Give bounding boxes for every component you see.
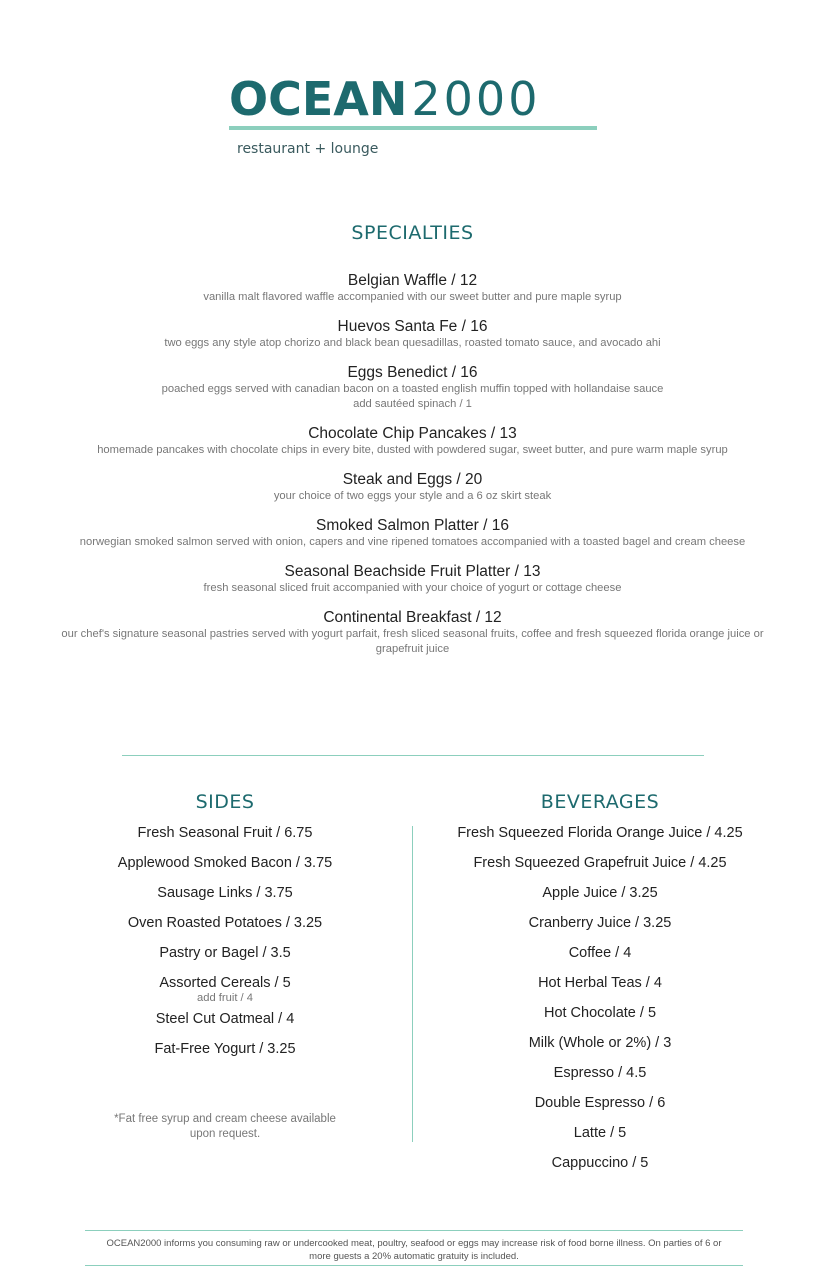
beverage-item: Hot Herbal Teas / 4 bbox=[538, 975, 662, 991]
beverage-item: Cappuccino / 5 bbox=[551, 1155, 649, 1171]
beverage-item: Coffee / 4 bbox=[568, 945, 632, 961]
side-item-label: Applewood Smoked Bacon / 3.75 bbox=[117, 855, 333, 871]
beverage-item: Hot Chocolate / 5 bbox=[543, 1005, 657, 1021]
specialties-heading: SPECIALTIES bbox=[351, 222, 474, 244]
menu-item-addon: add sautéed spinach / 1 bbox=[353, 398, 472, 410]
side-item bbox=[90, 943, 360, 963]
side-item-label: Fresh Seasonal Fruit / 6.75 bbox=[137, 825, 313, 841]
menu-item bbox=[60, 517, 765, 550]
side-item bbox=[90, 883, 360, 903]
menu-item-title: Huevos Santa Fe / 16 bbox=[337, 318, 488, 335]
menu-item bbox=[60, 425, 765, 458]
side-item bbox=[90, 853, 360, 873]
menu-item-description: fresh seasonal sliced fruit accompanied with your choice of yogurt or cottage cheese bbox=[203, 582, 622, 594]
side-item bbox=[90, 823, 360, 843]
section-divider bbox=[122, 755, 704, 756]
side-item-label: Assorted Cereals / 5 bbox=[159, 975, 291, 991]
menu-item bbox=[60, 364, 765, 412]
sides-footnote: *Fat free syrup and cream cheese available upon request. bbox=[114, 1113, 336, 1140]
beverages-heading: BEVERAGES bbox=[540, 791, 660, 813]
logo-wordmark-light: 2000 bbox=[411, 72, 541, 126]
beverage-item: Cranberry Juice / 3.25 bbox=[528, 915, 672, 931]
menu-item-title: Eggs Benedict / 16 bbox=[347, 364, 478, 381]
menu-item-description: vanilla malt flavored waffle accompanied with our sweet butter and pure maple syrup bbox=[203, 291, 622, 303]
beverage-item: Fresh Squeezed Grapefruit Juice / 4.25 bbox=[473, 855, 727, 871]
menu-item-description: homemade pancakes with chocolate chips in every bite, dusted with powdered sugar, sweet butter, and pure warm maple syrup bbox=[97, 444, 728, 456]
side-item-label: Pastry or Bagel / 3.5 bbox=[159, 945, 291, 961]
side-item-label: Sausage Links / 3.75 bbox=[157, 885, 293, 901]
sides-list bbox=[90, 823, 360, 1069]
logo-underline bbox=[229, 126, 597, 130]
menu-item-description: poached eggs served with canadian bacon on a toasted english muffin topped with hollandaise sauce bbox=[161, 383, 664, 395]
logo-wordmark-bold: OCEAN bbox=[229, 72, 408, 126]
side-item-label: Fat-Free Yogurt / 3.25 bbox=[154, 1041, 296, 1057]
menu-item bbox=[60, 272, 765, 305]
side-item-label: Oven Roasted Potatoes / 3.25 bbox=[127, 915, 323, 931]
menu-item-description: norwegian smoked salmon served with onion, capers and vine ripened tomatoes accompanied with a toasted bagel and cream cheese bbox=[79, 536, 746, 548]
side-item bbox=[90, 1009, 360, 1029]
menu-item bbox=[60, 318, 765, 351]
tagline: restaurant + lounge bbox=[237, 141, 379, 157]
side-item bbox=[90, 1039, 360, 1059]
footer-bottom-rule bbox=[85, 1265, 743, 1266]
specialties-list bbox=[60, 272, 765, 670]
food-safety-disclaimer: OCEAN2000 informs you consuming raw or undercooked meat, poultry, seafood or eggs may increase risk of food borne illness. On parties of 6 or more guests a 20% automatic gratuity is included. bbox=[106, 1238, 722, 1262]
menu-item bbox=[60, 471, 765, 504]
beverage-item: Latte / 5 bbox=[573, 1125, 627, 1141]
menu-item-title: Chocolate Chip Pancakes / 13 bbox=[308, 425, 517, 442]
beverage-item: Espresso / 4.5 bbox=[553, 1065, 647, 1081]
menu-item bbox=[60, 563, 765, 596]
menu-item-title: Smoked Salmon Platter / 16 bbox=[316, 517, 509, 534]
menu-item-title: Steak and Eggs / 20 bbox=[342, 471, 483, 488]
beverage-item: Fresh Squeezed Florida Orange Juice / 4.25 bbox=[457, 825, 743, 841]
menu-item-title: Belgian Waffle / 12 bbox=[347, 272, 478, 289]
beverages-list bbox=[440, 823, 760, 1183]
side-item bbox=[90, 913, 360, 933]
side-item-addon: add fruit / 4 bbox=[197, 992, 253, 1004]
beverage-item: Double Espresso / 6 bbox=[534, 1095, 666, 1111]
footer-top-rule bbox=[85, 1230, 743, 1231]
menu-item-title: Seasonal Beachside Fruit Platter / 13 bbox=[284, 563, 541, 580]
beverage-item: Milk (Whole or 2%) / 3 bbox=[528, 1035, 672, 1051]
side-item bbox=[90, 973, 360, 1004]
menu-item-title: Continental Breakfast / 12 bbox=[323, 609, 502, 626]
beverage-item: Apple Juice / 3.25 bbox=[542, 885, 658, 901]
side-item-label: Steel Cut Oatmeal / 4 bbox=[155, 1011, 295, 1027]
column-divider bbox=[412, 826, 413, 1142]
sides-heading: SIDES bbox=[195, 791, 255, 813]
menu-item-description: your choice of two eggs your style and a 6 oz skirt steak bbox=[273, 490, 552, 502]
menu-item bbox=[60, 609, 765, 657]
menu-item-description: two eggs any style atop chorizo and black bean quesadillas, roasted tomato sauce, and avocado ahi bbox=[164, 337, 661, 349]
menu-item-description: our chef's signature seasonal pastries served with yogurt parfait, fresh sliced seasonal fruits, coffee and fresh squeezed florida orange juice or grapefruit juice bbox=[61, 628, 764, 655]
